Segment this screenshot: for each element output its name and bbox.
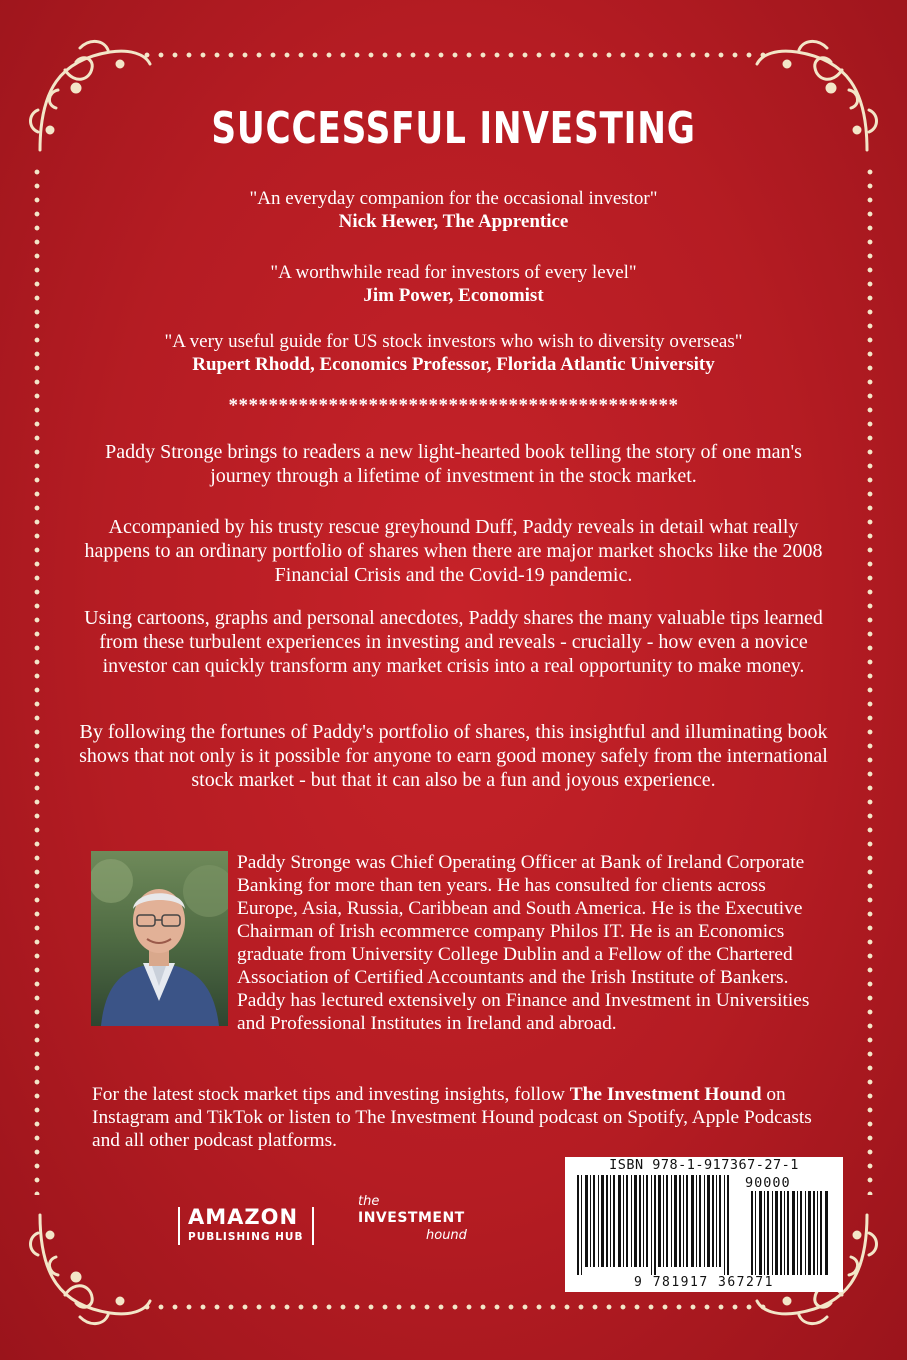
hound-logo-line2: INVESTMENT	[358, 1210, 465, 1226]
hound-logo-line3: hound	[426, 1228, 467, 1243]
follow-text	[92, 1083, 827, 1152]
page-title: SUCCESSFUL INVESTING	[211, 103, 696, 154]
quote-3	[0, 330, 907, 376]
author-bio: Paddy Stronge was Chief Operating Officer at Bank of Ireland Corporate Banking for more than ten years. He has consulted for clients across Europe, Asia, Russia, Caribbean and South America. He is the Executive Chairman of Irish ecommerce company Philos IT. He is an Economics graduate from University College Dublin and a Fellow of the Chartered Association of Certified Accountants and the Irish Institute of Bankers. Paddy has lectured extensively on Finance and Investment in Universities and Professional Institutes in Ireland and abroad.	[237, 852, 810, 1034]
isbn-digits: 9 781917 367271	[634, 1275, 774, 1290]
separator-stars: *********************************************	[228, 395, 679, 416]
frame-bottom-dots	[140, 1304, 767, 1310]
quote-text: "An everyday companion for the occasional investor"	[249, 188, 658, 209]
amazon-publishing-hub-logo	[178, 1203, 314, 1263]
investment-hound-logo	[356, 1194, 476, 1264]
barcode-bars	[577, 1175, 737, 1275]
frame-left-dots	[34, 165, 40, 1195]
amazon-logo-line1: AMAZON	[188, 1205, 299, 1229]
description-paragraph-3: Using cartoons, graphs and personal anecdotes, Paddy shares the many valuable tips learned from these turbulent experiences in investing and reveals - crucially - how even a novice investor can quickly transform any market crisis into a real opportunity to make money.	[84, 607, 823, 677]
isbn-label: ISBN 978-1-917367-27-1	[609, 1157, 799, 1173]
amazon-logo-line2: PUBLISHING HUB	[188, 1231, 304, 1243]
logo-divider	[178, 1207, 180, 1245]
corner-ornament-bottom-left	[20, 1195, 160, 1335]
frame-top-dots	[140, 52, 767, 58]
follow-text-before: For the latest stock market tips and investing insights, follow	[92, 1084, 570, 1105]
hound-logo-line1: the	[358, 1194, 380, 1209]
description-paragraph-2: Accompanied by his trusty rescue greyhound Duff, Paddy reveals in detail what really happens to an ordinary portfolio of shares when there are major market shocks like the 2008 Financial Crisis and the Covid-19 pandemic.	[84, 516, 823, 586]
isbn-barcode	[565, 1157, 843, 1292]
logo-divider	[312, 1207, 314, 1245]
description-paragraph-4: By following the fortunes of Paddy's portfolio of shares, this insightful and illuminating book shows that not only is it possible for anyone to earn good money safely from the international stock market - but that it can also be a fun and joyous experience.	[79, 721, 828, 791]
quote-1	[0, 187, 907, 233]
price-bars	[751, 1191, 831, 1275]
quote-text: "A worthwhile read for investors of every level"	[270, 262, 637, 283]
quote-author: Jim Power, Economist	[363, 285, 544, 306]
price-code: 90000	[745, 1175, 791, 1191]
quote-text: "A very useful guide for US stock investors who wish to diversity overseas"	[164, 331, 743, 352]
frame-right-dots	[867, 165, 873, 1195]
quote-author: Nick Hewer, The Apprentice	[338, 211, 569, 232]
quote-author: Rupert Rhodd, Economics Professor, Florida Atlantic University	[192, 354, 715, 375]
follow-brand: The Investment Hound	[569, 1084, 762, 1105]
description-paragraph-1: Paddy Stronge brings to readers a new light-hearted book telling the story of one man's journey through a lifetime of investment in the stock market.	[105, 441, 802, 487]
follow-text-after: on Instagram and TikTok or listen to The Investment Hound podcast on Spotify, Apple Podcasts and all other podcast platforms.	[92, 1084, 812, 1151]
author-photo	[91, 851, 228, 1026]
quote-2	[0, 261, 907, 307]
